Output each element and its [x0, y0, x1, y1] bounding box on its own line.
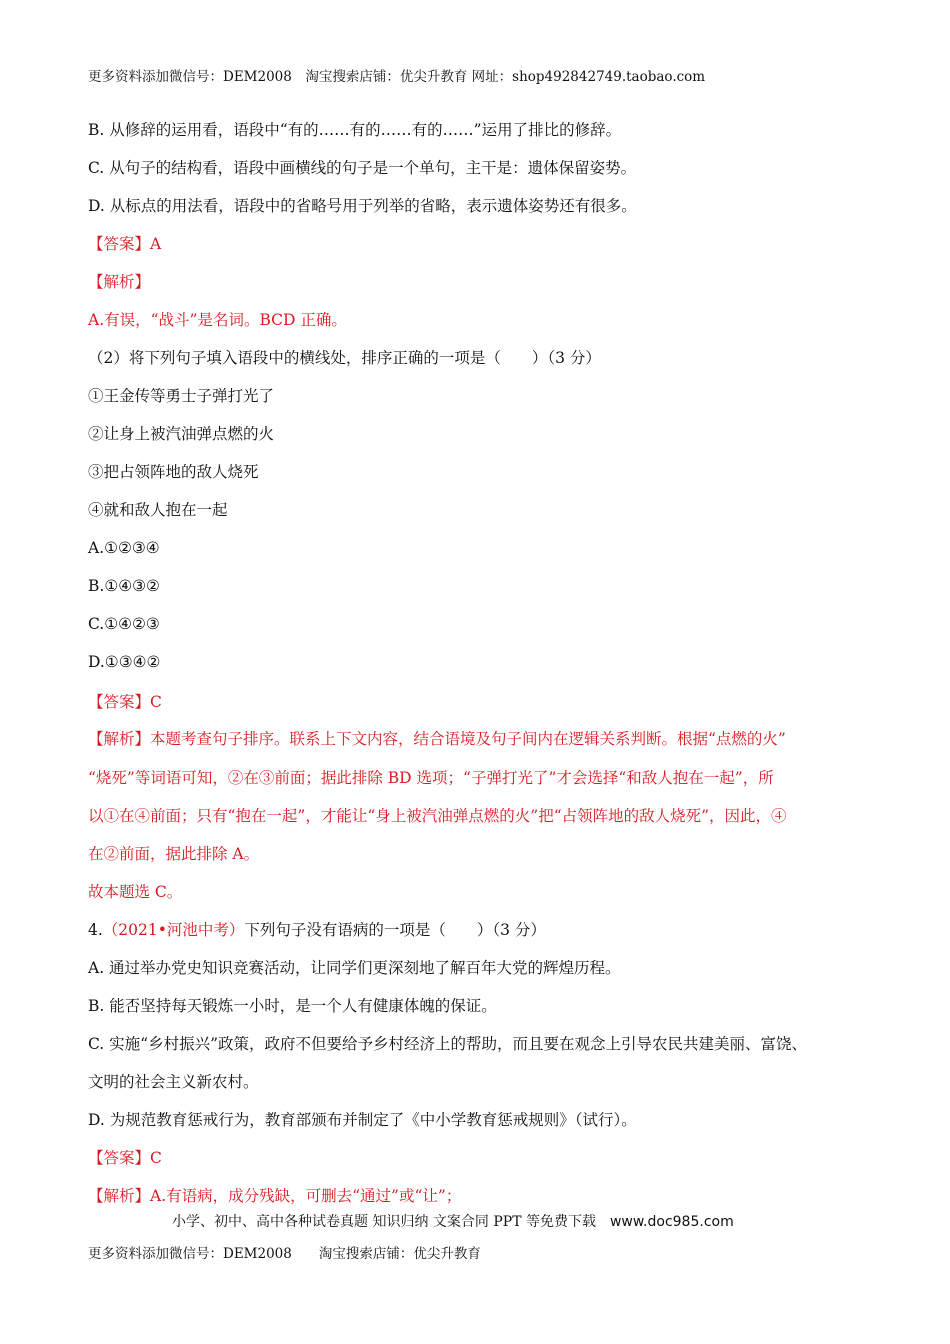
- question-stem: 下列句子没有语病的一项是（ ）（3 分）: [244, 921, 546, 939]
- question-stem: （2）将下列句子填入语段中的横线处，排序正确的一项是（ ）（3 分）: [88, 349, 601, 367]
- sentence-item: ①王金传等勇士子弹打光了: [88, 387, 275, 405]
- analysis-label: 【解析】: [88, 273, 151, 291]
- footer-promo-text: 小学、初中、高中各种试卷真题 知识归纳 文案合同 PPT 等免费下载: [172, 1214, 596, 1230]
- option-b: B. 能否坚持每天锻炼一小时，是一个人有健康体魄的保证。: [88, 997, 497, 1015]
- page-header: 更多资料添加微信号：DEM2008 淘宝搜索店铺：优尖升教育 网址：shop492842749.taobao.com: [88, 69, 706, 85]
- answer-label: 【答案】A: [88, 235, 162, 253]
- footer-promo: [172, 1212, 734, 1232]
- answer-label: 【答案】C: [88, 1149, 162, 1167]
- question-4: [88, 920, 546, 940]
- option-d: D. 为规范教育惩戒行为，教育部颁布并制定了《中小学教育惩戒规则》（试行）。: [88, 1111, 637, 1129]
- option-d: D. 从标点的用法看，语段中的省略号用于列举的省略，表示遗体姿势还有很多。: [88, 197, 637, 215]
- conclusion-text: 故本题选 C。: [88, 883, 183, 901]
- sentence-item: ④就和敌人抱在一起: [88, 501, 228, 519]
- analysis-line: 【解析】本题考查句子排序。联系上下文内容，结合语境及句子间内在逻辑关系判断。根据“点燃的火”: [88, 730, 786, 748]
- option-item: B.①④③②: [88, 577, 160, 595]
- analysis-line: 在②前面，据此排除 A。: [88, 845, 260, 863]
- analysis-line: 以①在④前面；只有“抱在一起”，才能让“身上被汽油弹点燃的火”把“占领阵地的敌人烧死”，因此，④: [88, 807, 787, 825]
- analysis-text: A.有误，“战斗”是名词。BCD 正确。: [88, 311, 347, 329]
- analysis-text: 【解析】A.有语病，成分残缺，可删去“通过”或“让”；: [88, 1187, 462, 1205]
- sentence-item: ②让身上被汽油弹点燃的火: [88, 425, 275, 443]
- option-c-continued: 文明的社会主义新农村。: [88, 1073, 259, 1091]
- question-source: （2021•河池中考）: [102, 921, 245, 939]
- option-c: C. 实施“乡村振兴”政策，政府不但要给予乡村经济上的帮助，而且要在观念上引导农民共建美丽、富饶、: [88, 1035, 808, 1053]
- sentence-item: ③把占领阵地的敌人烧死: [88, 463, 259, 481]
- option-item: D.①③④②: [88, 653, 161, 671]
- footer-site-link[interactable]: www.doc985.com: [609, 1214, 734, 1230]
- option-b: B. 从修辞的运用看，语段中“有的……有的……有的……”运用了排比的修辞。: [88, 121, 622, 139]
- option-a: A. 通过举办党史知识竞赛活动，让同学们更深刻地了解百年大党的辉煌历程。: [88, 959, 621, 977]
- question-number: 4.: [88, 921, 103, 939]
- option-item: A.①②③④: [88, 539, 160, 557]
- analysis-line: “烧死”等词语可知，②在③前面；据此排除 BD 选项；“子弹打光了”才会选择“和敌人抱在一起”，所: [88, 769, 774, 787]
- footer-contact: 更多资料添加微信号：DEM2008 淘宝搜索店铺：优尖升教育: [88, 1246, 481, 1262]
- answer-label: 【答案】C: [88, 693, 162, 711]
- option-item: C.①④②③: [88, 615, 160, 633]
- option-c: C. 从句子的结构看，语段中画横线的句子是一个单句，主干是：遗体保留姿势。: [88, 159, 637, 177]
